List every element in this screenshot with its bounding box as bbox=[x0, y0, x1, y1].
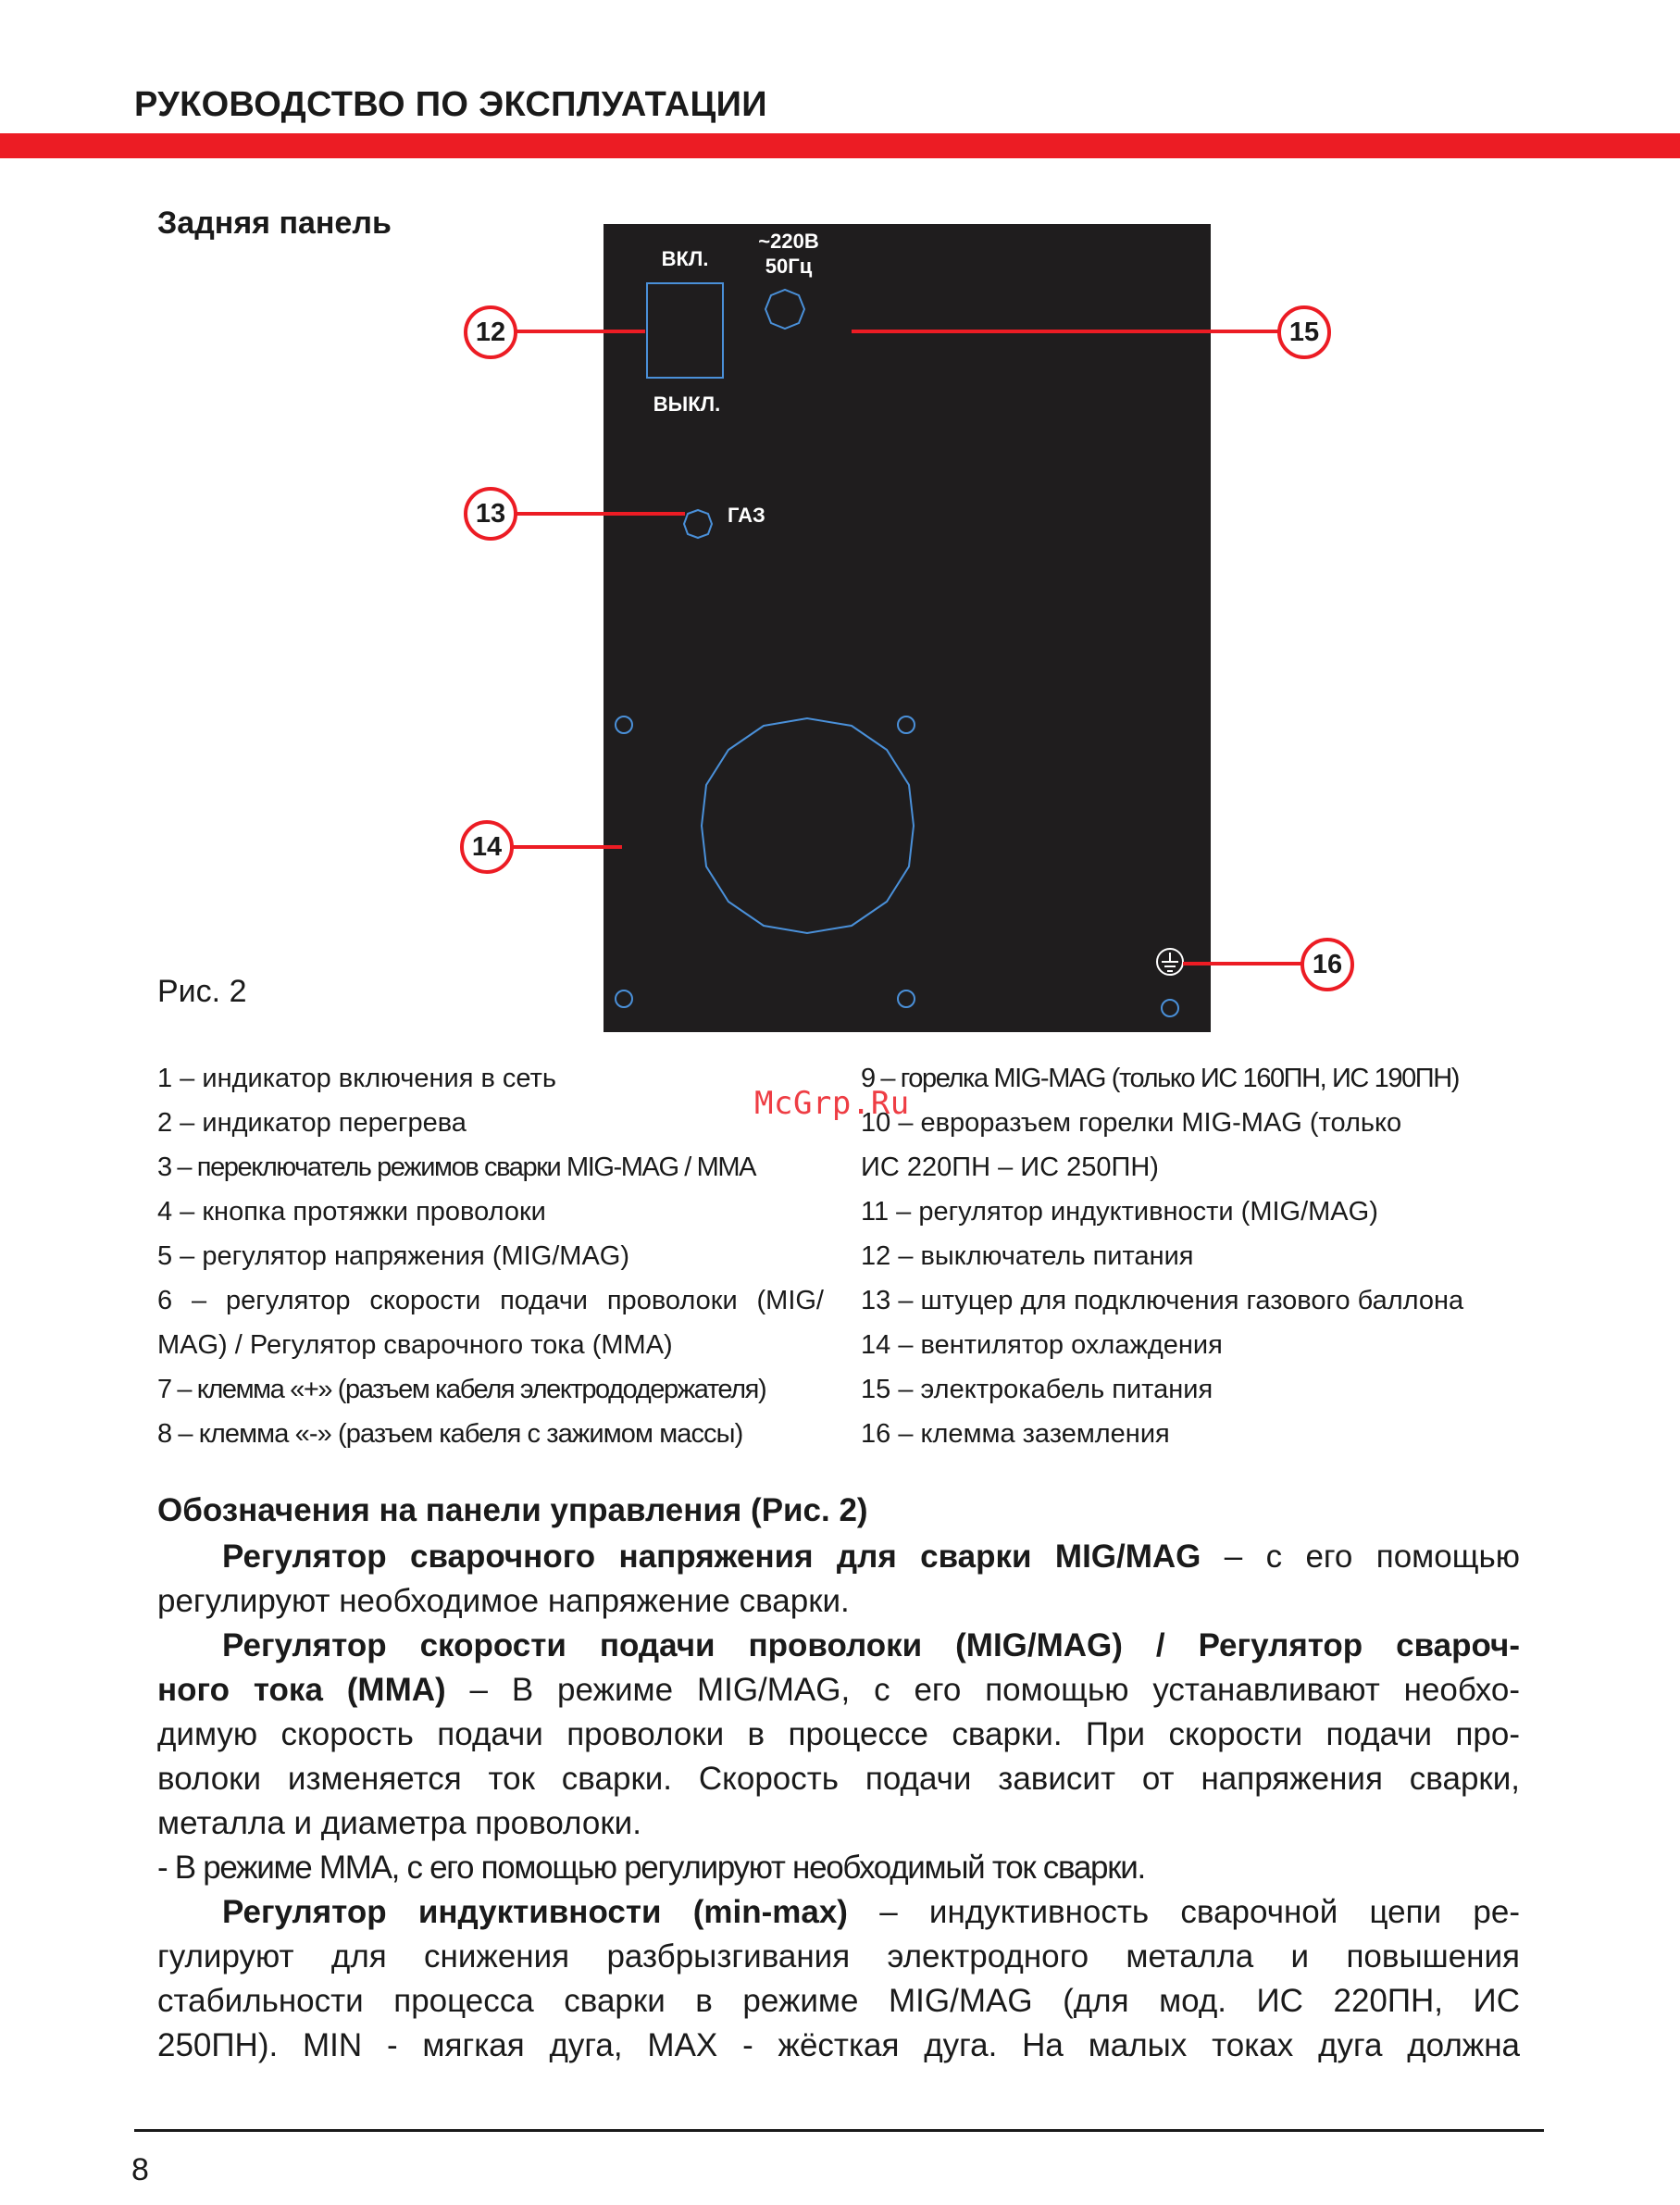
power-switch-outline bbox=[647, 283, 723, 378]
legend-item: 15 – электрокабель питания bbox=[861, 1375, 1213, 1404]
legend-item: 13 – штуцер для подключения газового баллона bbox=[861, 1286, 1464, 1315]
paragraph-line: гулируют для снижения разбрызгивания электродного металла и повышения bbox=[157, 1938, 1520, 1975]
callout-13: 13 bbox=[464, 487, 517, 541]
rear-panel-outlines bbox=[604, 224, 1211, 1032]
fan-screw-top-right bbox=[898, 716, 915, 733]
controls-body bbox=[157, 1535, 1520, 2068]
page-number: 8 bbox=[131, 2152, 149, 2187]
paragraph-line bbox=[157, 1890, 1520, 1935]
legend-item-continued: MAG) / Регулятор сварочного тока (MMA) bbox=[157, 1330, 673, 1360]
legend-item: 14 – вентилятор охлаждения bbox=[861, 1330, 1223, 1360]
legend-item: 5 – регулятор напряжения (MIG/MAG) bbox=[157, 1241, 630, 1271]
paragraph-line: димую скорость подачи проволоки в процессе сварки. При скорости подачи про- bbox=[157, 1716, 1520, 1752]
paragraph-line bbox=[157, 1535, 1520, 1579]
frequency-label: 50Гц bbox=[765, 255, 813, 278]
legend-item: 16 – клемма заземления bbox=[861, 1419, 1170, 1449]
paragraph-line: Регулятор скорости подачи проволоки (MIG/MAG) / Регулятор свароч- bbox=[222, 1627, 1520, 1663]
term: ного тока (MMA) bbox=[157, 1672, 446, 1708]
ground-screw bbox=[1162, 1000, 1178, 1016]
definition: – с его помощью bbox=[1201, 1539, 1520, 1575]
voltage-label: ~220В bbox=[758, 230, 819, 253]
cooling-fan-outline bbox=[702, 718, 914, 933]
legend-item-continued: ИС 220ПН – ИС 250ПН) bbox=[861, 1152, 1159, 1182]
paragraph-line bbox=[157, 1668, 1520, 1713]
leader-line-14 bbox=[513, 845, 622, 849]
legend-item: 8 – клемма «-» (разъем кабеля с зажимом массы) bbox=[157, 1419, 743, 1449]
term: Регулятор индуктивности (min-max) bbox=[222, 1894, 848, 1930]
legend-item: 12 – выключатель питания bbox=[861, 1241, 1194, 1271]
power-cable-gland-outline bbox=[765, 290, 804, 329]
paragraph-line: металла и диаметра проволоки. bbox=[157, 1805, 641, 1841]
legend-item: 4 – кнопка протяжки проволоки bbox=[157, 1197, 546, 1227]
leader-line-15 bbox=[852, 330, 1279, 333]
callout-16: 16 bbox=[1300, 938, 1354, 991]
legend-item: 2 – индикатор перегрева bbox=[157, 1108, 467, 1138]
paragraph-line: - В режиме MMA, с его помощью регулируют необходимый ток сварки. bbox=[157, 1850, 1145, 1886]
controls-section-title: Обозначения на панели управления (Рис. 2) bbox=[157, 1492, 868, 1528]
switch-off-label: ВЫКЛ. bbox=[653, 392, 721, 416]
leader-line-12 bbox=[516, 330, 645, 333]
section-title: Задняя панель bbox=[157, 206, 392, 241]
definition: – индуктивность сварочной цепи ре- bbox=[847, 1894, 1520, 1930]
fan-screw-top-left bbox=[616, 716, 632, 733]
legend-item: 10 – евроразъем горелки MIG-MAG (только bbox=[861, 1108, 1402, 1138]
legend-item: 11 – регулятор индуктивности (MIG/MAG) bbox=[861, 1197, 1378, 1227]
gas-fitting-outline bbox=[684, 510, 712, 538]
term: Регулятор сварочного напряжения для сварки MIG/MAG bbox=[222, 1539, 1201, 1575]
footer-rule bbox=[134, 2129, 1544, 2132]
fan-screw-bottom-right bbox=[898, 990, 915, 1007]
fan-screw-bottom-left bbox=[616, 990, 632, 1007]
legend-column-right bbox=[861, 1056, 1527, 1456]
legend-column-left bbox=[157, 1056, 824, 1456]
callout-14: 14 bbox=[460, 820, 514, 874]
legend-item: 1 – индикатор включения в сеть bbox=[157, 1064, 556, 1093]
legend-item: 6 – регулятор скорости подачи проволоки (MIG/ bbox=[157, 1286, 824, 1315]
watermark: McGrp.Ru bbox=[754, 1085, 910, 1122]
callout-15: 15 bbox=[1277, 305, 1331, 359]
document-header-title: РУКОВОДСТВО ПО ЭКСПЛУАТАЦИИ bbox=[134, 85, 767, 124]
figure-caption: Рис. 2 bbox=[157, 974, 247, 1009]
rear-panel-diagram bbox=[604, 224, 1211, 1032]
legend-item: 3 – переключатель режимов сварки MIG-MAG / MMA bbox=[157, 1152, 756, 1182]
leader-line-13 bbox=[516, 512, 685, 516]
leader-line-16 bbox=[1183, 962, 1301, 965]
paragraph-line: 250ПН). MIN - мягкая дуга, MAX - жёсткая дуга. На малых токах дуга должна bbox=[157, 2027, 1520, 2063]
legend-item: 9 – горелка MIG-MAG (только ИС 160ПН, ИС 190ПН) bbox=[861, 1064, 1460, 1093]
paragraph-line: регулируют необходимое напряжение сварки. bbox=[157, 1583, 850, 1619]
legend-item: 7 – клемма «+» (разъем кабеля электрододержателя) bbox=[157, 1375, 766, 1404]
switch-on-label: ВКЛ. bbox=[661, 247, 709, 270]
ground-terminal-icon bbox=[1157, 949, 1183, 975]
header-accent-bar bbox=[0, 133, 1680, 158]
definition: – В режиме MIG/MAG, с его помощью устанавливают необхо- bbox=[445, 1672, 1520, 1708]
callout-12: 12 bbox=[464, 305, 517, 359]
paragraph-line: стабильности процесса сварки в режиме MIG/MAG (для мод. ИС 220ПН, ИС bbox=[157, 1983, 1520, 2019]
gas-label: ГАЗ bbox=[728, 504, 765, 527]
paragraph-line: волоки изменяется ток сварки. Скорость подачи зависит от напряжения сварки, bbox=[157, 1761, 1520, 1797]
